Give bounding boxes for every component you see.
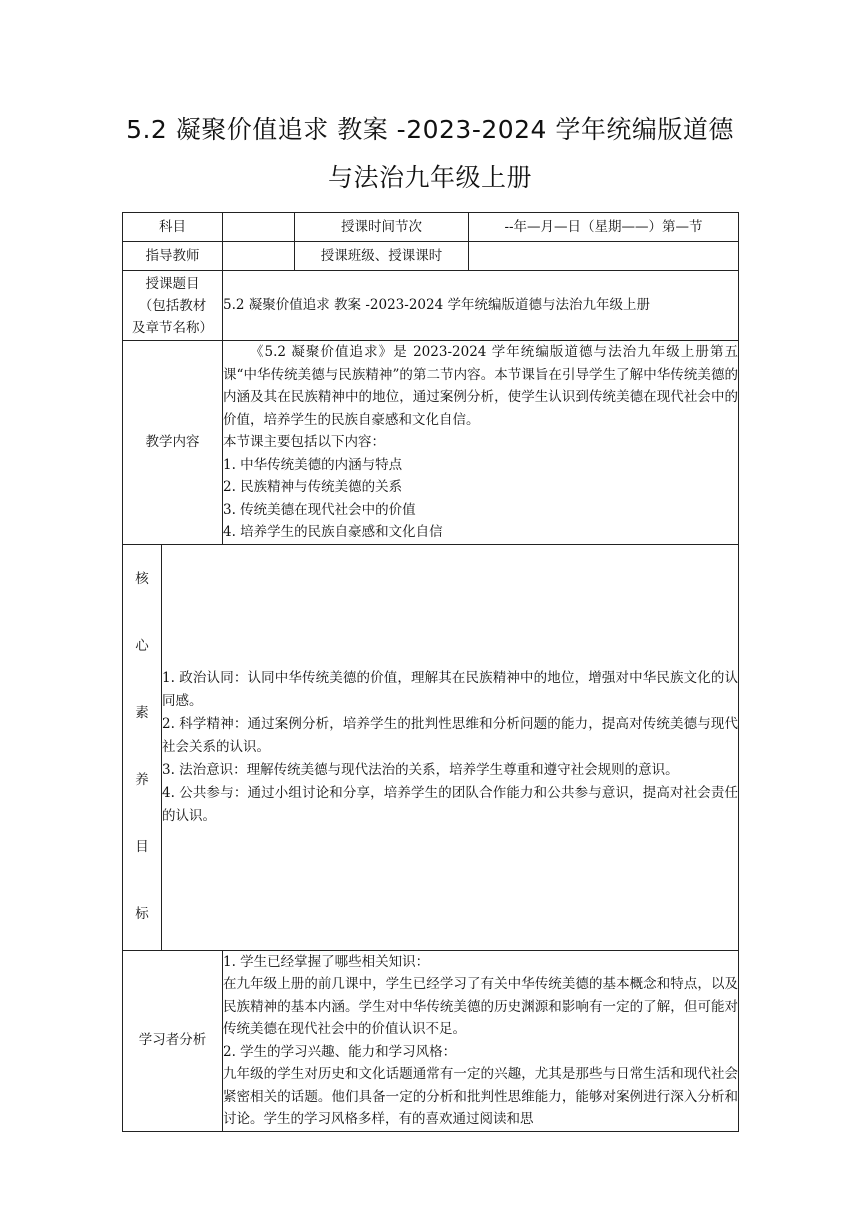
row-core bbox=[123, 544, 739, 950]
learner-cell bbox=[223, 950, 739, 1131]
lesson-plan-table bbox=[122, 212, 739, 1132]
subject-label: 科目 bbox=[123, 213, 223, 242]
content-lead: 本节课主要包括以下内容： bbox=[223, 434, 385, 450]
core-cell bbox=[162, 544, 739, 950]
topic-label-line-3: 及章节名称） bbox=[132, 319, 213, 336]
time-value: --年—月—日（星期——）第—节 bbox=[469, 213, 739, 242]
teacher-label: 指导教师 bbox=[123, 242, 223, 271]
core-label-char-2: 心 bbox=[135, 638, 149, 654]
content-item-3: 3. 传统美德在现代社会中的价值 bbox=[223, 501, 416, 518]
row-subject bbox=[123, 213, 739, 242]
topic-label bbox=[123, 271, 223, 341]
subject-value bbox=[223, 213, 295, 242]
content-item-4: 4. 培养学生的民族自豪感和文化自信 bbox=[223, 524, 443, 540]
content-cell bbox=[223, 341, 739, 545]
core-item-1: 1. 政治认同：认同中华传统美德的价值，理解其在民族精神中的地位，增强对中华民族文化的认同感。 bbox=[162, 669, 738, 709]
content-label: 教学内容 bbox=[123, 341, 223, 545]
content-item-1: 1. 中华传统美德的内涵与特点 bbox=[223, 456, 403, 473]
document-title bbox=[0, 108, 860, 200]
learner-label: 学习者分析 bbox=[123, 950, 223, 1131]
core-label-char-1: 核 bbox=[135, 571, 149, 587]
core-item-3: 3. 法治意识：理解传统美德与现代法治的关系，培养学生尊重和遵守社会规则的意识。 bbox=[162, 761, 679, 778]
core-item-4: 4. 公共参与：通过小组讨论和分享，培养学生的团队合作能力和公共参与意识，提高对社会责任的认识。 bbox=[162, 784, 738, 824]
learner-heading-2: 2. 学生的学习兴趣、能力和学习风格： bbox=[223, 1043, 457, 1060]
topic-label-line-2: （包括教材 bbox=[138, 297, 207, 314]
content-item-2: 2. 民族精神与传统美德的关系 bbox=[223, 479, 403, 495]
learner-paragraph-1: 在九年级上册的前几课中，学生已经学习了有关中华传统美德的基本概念和特点，以及民族精神的基本内涵。学生对中华传统美德的历史渊源和影响有一定的了解，但可能对传统美德在现代社会中的价值认识不足。 bbox=[223, 976, 738, 1037]
row-content bbox=[123, 341, 739, 545]
topic-label-line-1: 授课题目 bbox=[145, 275, 200, 292]
class-value bbox=[469, 242, 739, 271]
core-label-char-4: 养 bbox=[135, 772, 149, 788]
core-label-char-3: 素 bbox=[135, 705, 149, 721]
learner-paragraph-2: 九年级的学生对历史和文化话题通常有一定的兴趣，尤其是那些与日常生活和现代社会紧密相关的话题。他们具备一定的分析和批判性思维能力，能够对案例进行深入分析和讨论。学生的学习风格多样，有的喜欢通过阅读和思 bbox=[223, 1066, 738, 1127]
title-line-1: 5.2 凝聚价值追求 教案 -2023-2024 学年统编版道德 bbox=[126, 115, 734, 144]
title-line-2: 与法治九年级上册 bbox=[327, 163, 532, 192]
teacher-value bbox=[223, 242, 295, 271]
core-item-2: 2. 科学精神：通过案例分析，培养学生的批判性思维和分析问题的能力，提高对传统美德与现代社会关系的认识。 bbox=[162, 715, 738, 755]
time-label: 授课时间节次 bbox=[295, 213, 469, 242]
row-learner bbox=[123, 950, 739, 1131]
class-label: 授课班级、授课课时 bbox=[295, 242, 469, 271]
core-label-char-6: 标 bbox=[135, 906, 149, 922]
row-topic bbox=[123, 271, 739, 341]
core-label-char-5: 目 bbox=[135, 839, 149, 855]
row-teacher bbox=[123, 242, 739, 271]
topic-value: 5.2 凝聚价值追求 教案 -2023-2024 学年统编版道德与法治九年级上册 bbox=[223, 271, 739, 341]
learner-heading-1: 1. 学生已经掌握了哪些相关知识： bbox=[223, 953, 430, 970]
core-label bbox=[123, 544, 162, 950]
content-intro: 《5.2 凝聚价值追求》是 2023-2024 学年统编版道德与法治九年级上册第五课“中华传统美德与民族精神”的第二节内容。本节课旨在引导学生了解中华传统美德的内涵及其在民族精神中的地位，通过案例分析，使学生认识到传统美德在现代社会中的价值，培养学生的民族自豪感和文化自信。 bbox=[223, 344, 738, 428]
